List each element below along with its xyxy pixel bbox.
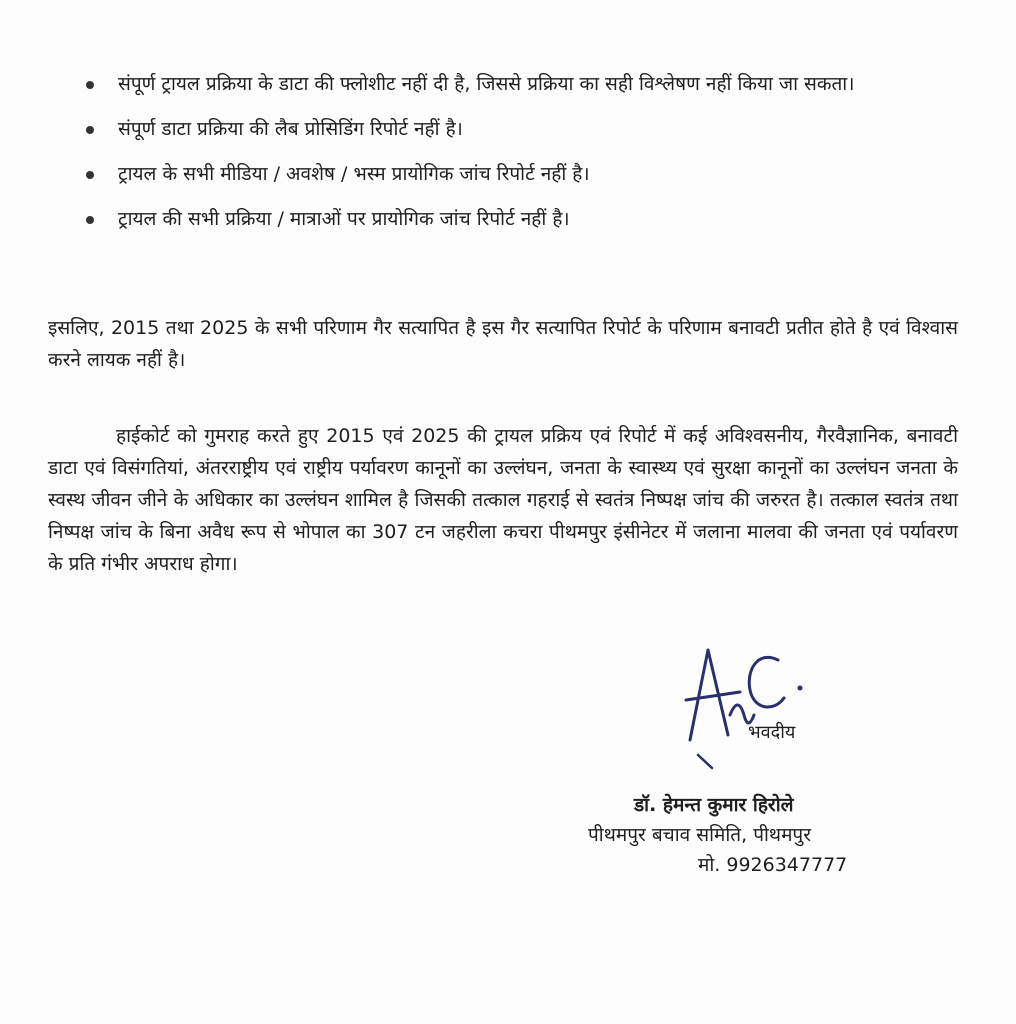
bullet-item — [82, 68, 962, 101]
conclusion-paragraph: इसलिए, 2015 तथा 2025 के सभी परिणाम गैर सत्यापित है इस गैर सत्यापित रिपोर्ट के परिणाम बनावटी प्रतीत होते है एवं विश्वास करने लायक नहीं है। — [48, 317, 958, 371]
bullet-list — [82, 68, 962, 248]
bullet-text: संपूर्ण ट्रायल प्रक्रिया के डाटा की फ्लोशीट नहीं दी है, जिससे प्रक्रिया का सही विश्लेषण नहीं किया जा सकता। — [118, 73, 855, 95]
handwritten-signature — [668, 630, 808, 780]
bullet-dot-icon — [86, 81, 94, 89]
bullet-item — [82, 158, 962, 191]
bullet-text: संपूर्ण डाटा प्रक्रिया की लैब प्रोसिडिंग रिपोर्ट नहीं है। — [118, 118, 463, 140]
signatory-name: डॉ. हेमन्त कुमार हिरोले — [634, 794, 794, 816]
signature-block — [588, 790, 918, 880]
bullet-text: ट्रायल के सभी मीडिया / अवशेष / भस्म प्रायोगिक जांच रिपोर्ट नहीं है। — [118, 163, 590, 185]
bullet-item — [82, 113, 962, 146]
closing-word: भवदीय — [748, 722, 796, 743]
bullet-dot-icon — [86, 126, 94, 134]
bullet-item — [82, 203, 962, 236]
bullet-dot-icon — [86, 216, 94, 224]
bullet-dot-icon — [86, 171, 94, 179]
signatory-organization: पीथमपुर बचाव समिति, पीथमपुर — [588, 824, 811, 846]
bullet-text: ट्रायल की सभी प्रक्रिया / मात्राओं पर प्रायोगिक जांच रिपोर्ट नहीं है। — [118, 208, 570, 230]
body-paragraph: हाईकोर्ट को गुमराह करते हुए 2015 एवं 2025 की ट्रायल प्रक्रिय एवं रिपोर्ट में कई अविश्वसनीय, गैरवैज्ञानिक, बनावटी डाटा एवं विसंगतियां, अंतरराष्ट्रीय एवं राष्ट्रीय पर्यावरण कानूनों का उल्लंघन, जनता के स्वास्थ्य एवं सुरक्षा कानूनों का उल्लंघन जनता के स्वस्थ जीवन जीने के अधिकार का उल्लंघन शामिल है जिसकी तत्काल गहराई से स्वतंत्र निष्पक्ष जांच की जरुरत है। तत्काल स्वतंत्र तथा निष्पक्ष जांच के बिना अवैध रूप से भोपाल का 307 टन जहरीला कचरा पीथमपुर इंसीनेटर में जलाना मालवा की जनता एवं पर्यावरण के प्रति गंभीर अपराध होगा। — [48, 425, 958, 575]
signatory-phone: मो. 9926347777 — [698, 854, 848, 876]
